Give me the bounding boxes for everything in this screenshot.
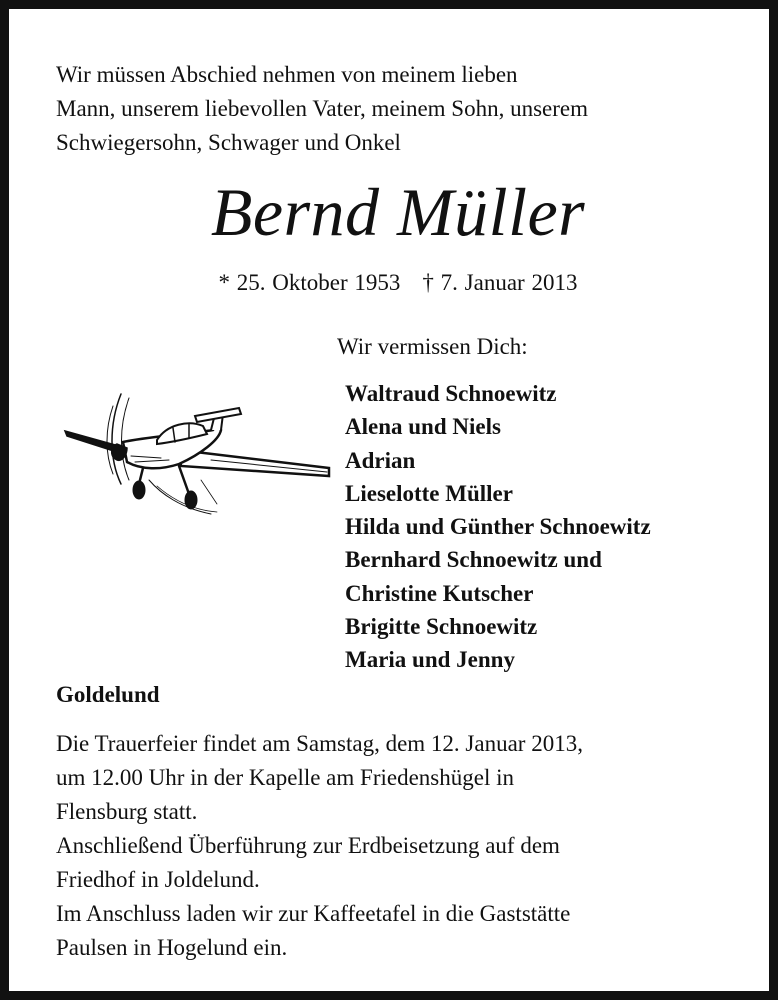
airplane-icon: [61, 384, 333, 524]
mourner-name: Maria und Jenny: [345, 647, 515, 673]
mourner-name: Christine Kutscher: [345, 580, 534, 606]
funeral-details: Die Trauerfeier findet am Samstag, dem 12. Januar 2013, um 12.00 Uhr in der Kapelle am Friedenshügel in Flensburg statt. Anschließend Überführung zur Erdbeisetzung auf dem Friedhof in Joldelund. Im Anschluss laden wir zur Kaffeetafel in die Gaststätte Paulsen in Hogelund ein.: [56, 731, 583, 960]
mourner-name: Alena und Niels: [345, 414, 501, 440]
miss-you-line: Wir vermissen Dich:: [337, 334, 528, 359]
deceased-name: Bernd Müller: [210, 174, 586, 250]
mourner-name: Lieselotte Müller: [345, 480, 513, 506]
mourner-name: Brigitte Schnoewitz: [345, 614, 538, 640]
location: Goldelund: [56, 682, 160, 707]
mourner-name: Hilda und Günther Schnoewitz: [345, 514, 651, 540]
life-dates: [9, 267, 778, 299]
mourners-list: [345, 377, 651, 677]
mourner-name: Waltraud Schnoewitz: [345, 381, 557, 406]
intro-text: Wir müssen Abschied nehmen von meinem lieben Mann, unserem liebevollen Vater, meinem Sohn, unserem Schwiegersohn, Schwager und Onkel: [56, 62, 588, 155]
birth-date: * 25. Oktober 1953: [218, 270, 401, 295]
death-date: † 7. Januar 2013: [422, 270, 578, 295]
mourner-name: Adrian: [345, 447, 416, 473]
mourner-name: Bernhard Schnoewitz und: [345, 547, 602, 573]
